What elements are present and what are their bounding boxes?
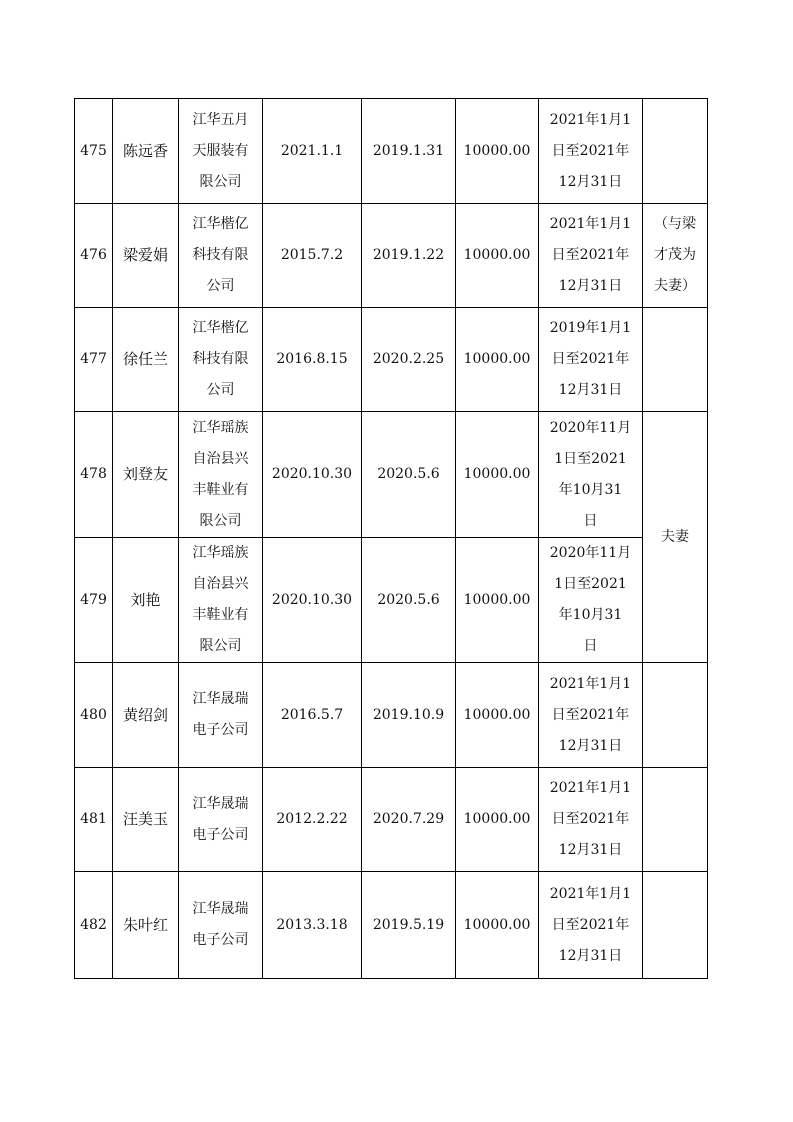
contract-date: 2019.1.22 xyxy=(362,204,456,308)
company-line: 江华晟瑞 xyxy=(192,901,249,917)
company-line: 天服装有 xyxy=(192,142,249,159)
subsidy-table xyxy=(74,98,708,979)
period-line: 2020年11月 xyxy=(549,419,632,436)
period-line: 2021年1月1 xyxy=(549,780,632,796)
amount: 10000.00 xyxy=(456,99,539,204)
amount: 10000.00 xyxy=(456,308,539,412)
table-row xyxy=(75,663,708,768)
amount: 10000.00 xyxy=(456,872,539,979)
company-line: 江华晟瑞 xyxy=(192,691,249,707)
row-number: 477 xyxy=(75,308,113,412)
row-number: 480 xyxy=(75,663,113,768)
remark-line: 夫妻 xyxy=(661,528,689,545)
period-line: 1日至2021 xyxy=(554,450,627,467)
table-row xyxy=(75,204,708,308)
period-line: 日至2021年 xyxy=(551,706,630,723)
amount: 10000.00 xyxy=(456,204,539,308)
period-line: 日至2021年 xyxy=(551,142,630,159)
subsidy-period xyxy=(539,412,643,538)
contract-date: 2020.7.29 xyxy=(362,768,456,872)
period-line: 日至2021年 xyxy=(551,916,630,933)
subsidy-period xyxy=(539,768,643,872)
subsidy-period xyxy=(539,872,643,979)
period-line: 日至2021年 xyxy=(551,811,630,827)
table-row xyxy=(75,872,708,979)
contract-date: 2019.5.19 xyxy=(362,872,456,979)
amount: 10000.00 xyxy=(456,412,539,538)
person-name: 梁爱娟 xyxy=(113,204,179,308)
person-name: 朱叶红 xyxy=(113,872,179,979)
period-line: 12月31日 xyxy=(558,278,623,294)
company-name xyxy=(179,412,263,538)
table-row xyxy=(75,99,708,204)
start-date: 2015.7.2 xyxy=(263,204,362,308)
company-name xyxy=(179,768,263,872)
company-line: 自治县兴 xyxy=(192,576,249,592)
remark xyxy=(643,663,708,768)
start-date: 2013.3.18 xyxy=(263,872,362,979)
company-line: 限公司 xyxy=(199,173,242,190)
period-line: 年10月31 xyxy=(558,481,623,498)
table-row xyxy=(75,308,708,412)
subsidy-period xyxy=(539,538,643,663)
row-number: 475 xyxy=(75,99,113,204)
amount: 10000.00 xyxy=(456,663,539,768)
period-line: 2021年1月1 xyxy=(549,216,632,232)
remark xyxy=(643,412,708,663)
remark-line: （与梁 xyxy=(654,216,696,232)
company-line: 电子公司 xyxy=(192,932,249,948)
company-line: 江华晟瑞 xyxy=(192,795,249,812)
subsidy-period xyxy=(539,99,643,204)
company-line: 公司 xyxy=(206,278,235,294)
company-line: 电子公司 xyxy=(192,826,249,843)
period-line: 年10月31 xyxy=(558,607,623,623)
start-date: 2020.10.30 xyxy=(263,538,362,663)
remark xyxy=(643,99,708,204)
table-row xyxy=(75,768,708,872)
period-line: 2019年1月1 xyxy=(549,320,632,336)
contract-date: 2020.2.25 xyxy=(362,308,456,412)
person-name: 刘艳 xyxy=(113,538,179,663)
remark-line: 夫妻） xyxy=(654,278,696,294)
company-line: 电子公司 xyxy=(192,722,249,738)
company-line: 自治县兴 xyxy=(192,450,249,467)
period-line: 1日至2021 xyxy=(554,576,627,592)
amount: 10000.00 xyxy=(456,768,539,872)
start-date: 2016.5.7 xyxy=(263,663,362,768)
company-line: 丰鞋业有 xyxy=(192,607,249,623)
period-line: 2021年1月1 xyxy=(549,675,632,692)
person-name: 刘登友 xyxy=(113,412,179,538)
company-line: 丰鞋业有 xyxy=(192,481,249,498)
row-number: 482 xyxy=(75,872,113,979)
company-name xyxy=(179,308,263,412)
period-line: 12月31日 xyxy=(558,842,623,858)
period-line: 日至2021年 xyxy=(551,351,630,367)
row-number: 476 xyxy=(75,204,113,308)
contract-date: 2019.10.9 xyxy=(362,663,456,768)
remark xyxy=(643,204,708,308)
contract-date: 2020.5.6 xyxy=(362,538,456,663)
company-name xyxy=(179,872,263,979)
company-line: 科技有限 xyxy=(192,247,249,263)
person-name: 黄绍剑 xyxy=(113,663,179,768)
company-name xyxy=(179,663,263,768)
company-line: 江华瑶族 xyxy=(192,419,249,436)
person-name: 汪美玉 xyxy=(113,768,179,872)
period-line: 日至2021年 xyxy=(551,247,630,263)
period-line: 12月31日 xyxy=(558,737,623,754)
start-date: 2016.8.15 xyxy=(263,308,362,412)
period-line: 12月31日 xyxy=(558,173,623,190)
amount: 10000.00 xyxy=(456,538,539,663)
period-line: 日 xyxy=(583,512,598,529)
company-line: 江华五月 xyxy=(192,111,249,128)
row-number: 481 xyxy=(75,768,113,872)
company-line: 江华楷亿 xyxy=(192,320,249,336)
company-line: 限公司 xyxy=(199,638,242,654)
company-line: 科技有限 xyxy=(192,351,249,367)
remark xyxy=(643,872,708,979)
start-date: 2020.10.30 xyxy=(263,412,362,538)
row-number: 478 xyxy=(75,412,113,538)
company-line: 江华瑶族 xyxy=(192,545,249,561)
period-line: 日 xyxy=(583,638,598,654)
period-line: 12月31日 xyxy=(558,947,623,964)
remark xyxy=(643,768,708,872)
remark xyxy=(643,308,708,412)
company-name xyxy=(179,99,263,204)
contract-date: 2020.5.6 xyxy=(362,412,456,538)
company-line: 限公司 xyxy=(199,512,242,529)
period-line: 2021年1月1 xyxy=(549,885,632,902)
start-date: 2021.1.1 xyxy=(263,99,362,204)
company-name xyxy=(179,204,263,308)
period-line: 12月31日 xyxy=(558,382,623,398)
remark-line: 才茂为 xyxy=(654,247,696,263)
contract-date: 2019.1.31 xyxy=(362,99,456,204)
period-line: 2020年11月 xyxy=(549,545,632,561)
table-row xyxy=(75,538,708,663)
period-line: 2021年1月1 xyxy=(549,111,632,128)
company-line: 江华楷亿 xyxy=(192,216,249,232)
subsidy-period xyxy=(539,204,643,308)
row-number: 479 xyxy=(75,538,113,663)
company-name xyxy=(179,538,263,663)
person-name: 徐任兰 xyxy=(113,308,179,412)
subsidy-period xyxy=(539,663,643,768)
company-line: 公司 xyxy=(206,382,235,398)
person-name: 陈远香 xyxy=(113,99,179,204)
table-row xyxy=(75,412,708,538)
start-date: 2012.2.22 xyxy=(263,768,362,872)
subsidy-period xyxy=(539,308,643,412)
